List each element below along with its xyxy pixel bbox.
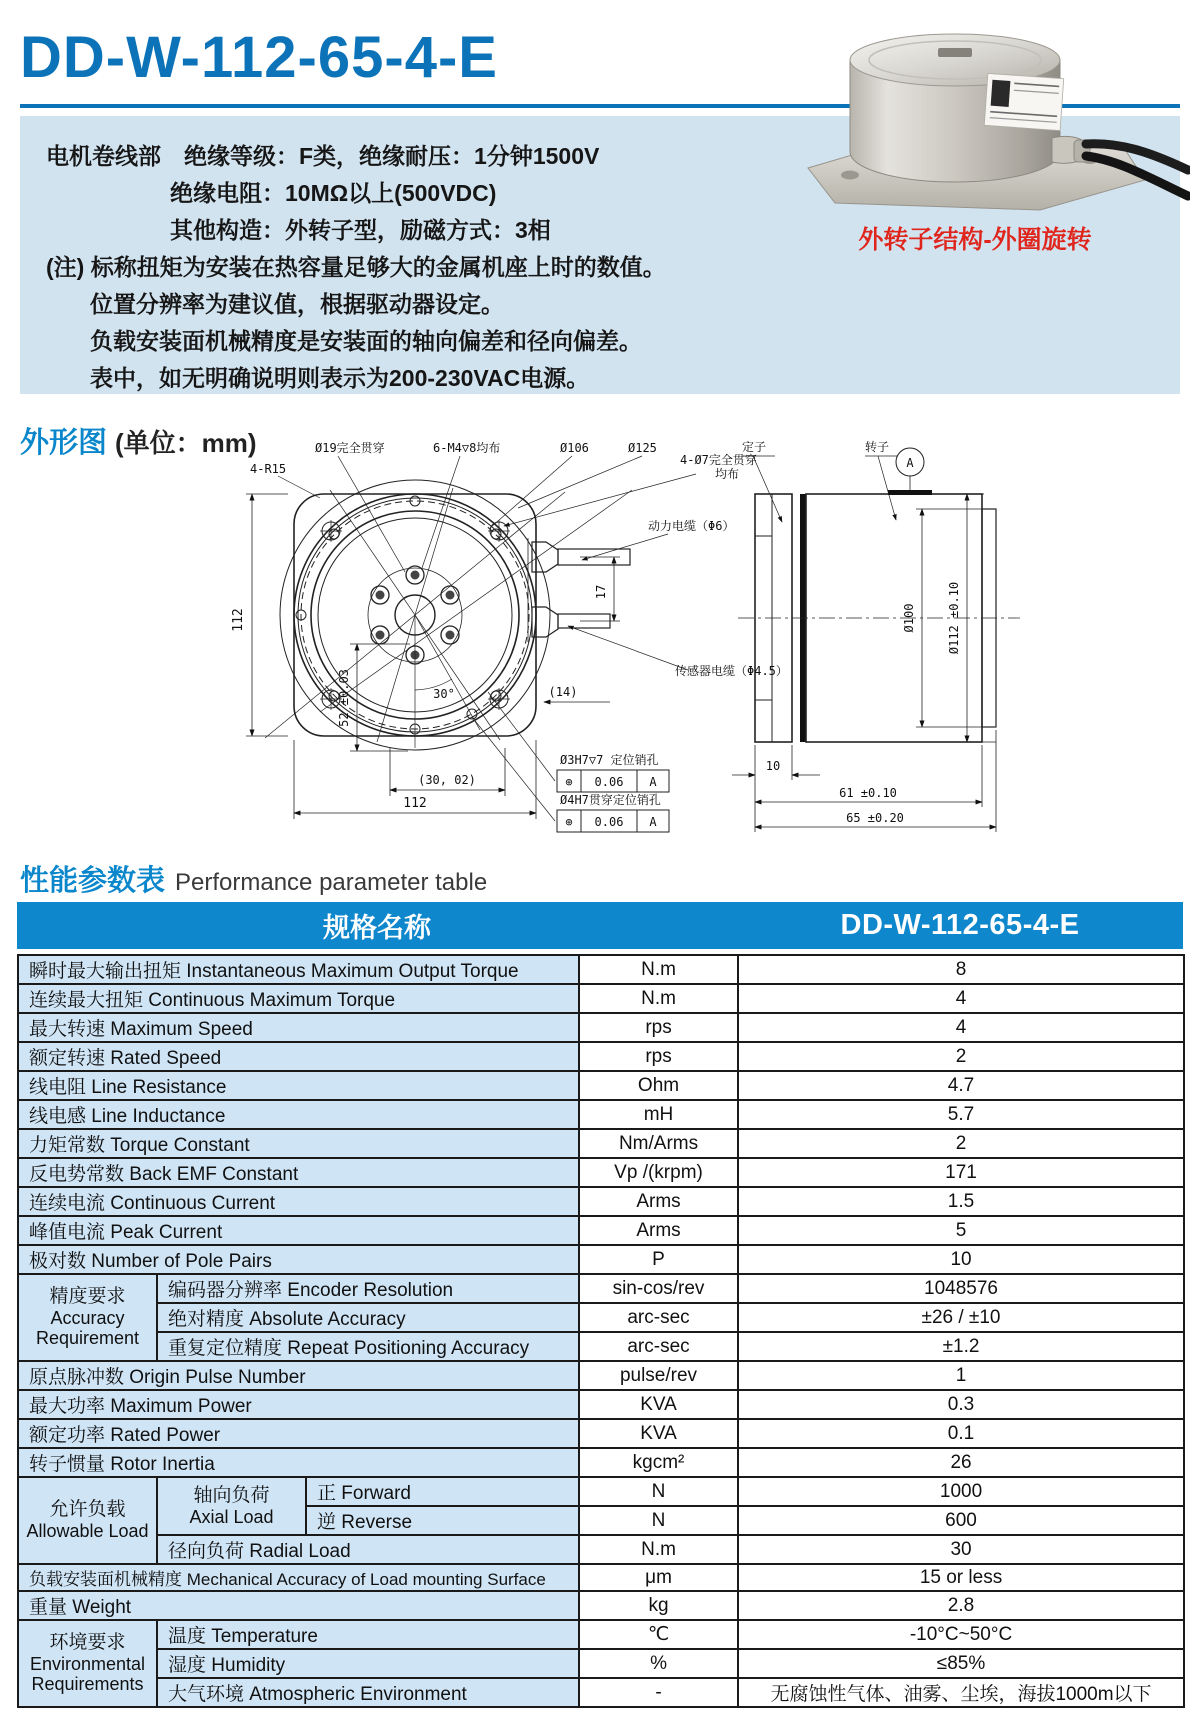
row-unit: μm	[579, 1564, 738, 1591]
svg-text:112: 112	[231, 608, 246, 632]
table-row	[18, 1620, 1184, 1649]
row-label: 逆 Reverse	[306, 1506, 579, 1535]
info-line: 电机卷线部 绝缘等级：F类，绝缘耐压：1分钟1500V	[46, 143, 600, 169]
table-title-zh: 性能参数表	[20, 865, 166, 897]
svg-text:65 ±0.20: 65 ±0.20	[846, 811, 904, 825]
table-row	[18, 1216, 1184, 1245]
row-value: 5.7	[738, 1100, 1184, 1129]
row-unit: Nm/Arms	[579, 1129, 738, 1158]
row-value: 171	[738, 1158, 1184, 1187]
row-unit: N.m	[579, 955, 738, 984]
svg-text:A: A	[649, 775, 657, 789]
row-value: -10°C~50°C	[738, 1620, 1184, 1649]
table-row	[18, 1535, 1184, 1564]
row-value: 5	[738, 1216, 1184, 1245]
row-label: 编码器分辨率 Encoder Resolution	[157, 1274, 579, 1303]
row-value: 无腐蚀性气体、油雾、尘埃，海拔1000m以下	[738, 1678, 1184, 1707]
row-label: 径向负荷 Radial Load	[157, 1535, 579, 1564]
svg-text:传感器电缆（Φ4.5）: 传感器电缆（Φ4.5）	[675, 664, 788, 678]
table-row	[18, 1071, 1184, 1100]
row-value: 4.7	[738, 1071, 1184, 1100]
info-line: (注) 标称扭矩为安装在热容量足够大的金属机座上时的数值。	[46, 254, 666, 280]
row-unit: Arms	[579, 1187, 738, 1216]
svg-text:Ø125: Ø125	[628, 441, 657, 455]
row-unit: N	[579, 1506, 738, 1535]
svg-text:10: 10	[765, 759, 781, 773]
table-row	[18, 1564, 1184, 1591]
info-line: 表中，如无明确说明则表示为200-230VAC电源。	[90, 365, 590, 391]
group-axial-load: 轴向负荷 Axial Load	[157, 1477, 306, 1535]
row-value: 0.3	[738, 1390, 1184, 1419]
table-row	[18, 1274, 1184, 1303]
dim-3002	[390, 748, 505, 796]
svg-text:6-M4▽8均布: 6-M4▽8均布	[433, 441, 501, 455]
svg-text:(14): (14)	[548, 685, 578, 699]
table-row	[18, 1303, 1184, 1332]
svg-text:Ø100: Ø100	[902, 603, 916, 633]
row-unit: KVA	[579, 1390, 738, 1419]
row-label: 湿度 Humidity	[157, 1649, 579, 1678]
row-unit: rps	[579, 1013, 738, 1042]
table-row	[18, 1187, 1184, 1216]
svg-text:0.06: 0.06	[594, 815, 624, 829]
row-value: 15 or less	[738, 1564, 1184, 1591]
svg-text:均布: 均布	[715, 467, 740, 481]
svg-text:0.06: 0.06	[594, 775, 624, 789]
row-unit: arc-sec	[579, 1303, 738, 1332]
info-line: 其他构造：外转子型，励磁方式：3相	[170, 217, 551, 243]
row-value: 1.5	[738, 1187, 1184, 1216]
row-unit: KVA	[579, 1419, 738, 1448]
group-allowable-load: 允许负载 Allowable Load	[18, 1477, 157, 1564]
row-label: 重复定位精度 Repeat Positioning Accuracy	[157, 1332, 579, 1361]
dim-112-left	[246, 494, 288, 736]
row-value: 1	[738, 1361, 1184, 1390]
row-label: 负载安装面机械精度 Mechanical Accuracy of Load mounting Surface	[18, 1564, 579, 1591]
row-value: 10	[738, 1245, 1184, 1274]
info-line: 位置分辨率为建议值，根据驱动器设定。	[90, 291, 504, 317]
table-row	[18, 955, 1184, 984]
group-accuracy-requirement: 精度要求 Accuracy Requirement	[18, 1274, 157, 1361]
table-row	[18, 1591, 1184, 1620]
table-row	[18, 1129, 1184, 1158]
photo-caption: 外转子结构-外圈旋转	[858, 226, 1092, 254]
svg-text:Ø106: Ø106	[560, 441, 589, 455]
table-row	[18, 1245, 1184, 1274]
table-row	[18, 1390, 1184, 1419]
row-label: 最大转速 Maximum Speed	[18, 1013, 579, 1042]
info-line: 负载安装面机械精度是安装面的轴向偏差和径向偏差。	[90, 328, 642, 354]
svg-text:⊕: ⊕	[565, 775, 573, 789]
svg-text:(30, 02): (30, 02)	[418, 773, 476, 787]
side-view	[732, 448, 1020, 832]
row-unit: rps	[579, 1042, 738, 1071]
row-label: 额定转速 Rated Speed	[18, 1042, 579, 1071]
cable-glands	[528, 538, 630, 642]
row-value: ≤85%	[738, 1649, 1184, 1678]
svg-text:定子: 定子	[742, 440, 767, 454]
row-label: 转子惯量 Rotor Inertia	[18, 1448, 579, 1477]
row-label: 重量 Weight	[18, 1591, 579, 1620]
row-value: 2	[738, 1042, 1184, 1071]
page-title: DD-W-112-65-4-E	[20, 25, 498, 90]
row-unit: Ohm	[579, 1071, 738, 1100]
table-row	[18, 1158, 1184, 1187]
table-row	[18, 984, 1184, 1013]
row-unit: sin-cos/rev	[579, 1274, 738, 1303]
row-unit: kgcm²	[579, 1448, 738, 1477]
svg-text:A: A	[649, 815, 657, 829]
row-unit: arc-sec	[579, 1332, 738, 1361]
table-row	[18, 1013, 1184, 1042]
row-label: 极对数 Number of Pole Pairs	[18, 1245, 579, 1274]
row-value: ±1.2	[738, 1332, 1184, 1361]
table-row	[18, 1332, 1184, 1361]
table-row	[18, 1419, 1184, 1448]
svg-text:52 ±0.03: 52 ±0.03	[337, 669, 351, 727]
table-title-en: Performance parameter table	[175, 869, 488, 896]
svg-text:112: 112	[403, 796, 427, 811]
row-value: 2	[738, 1129, 1184, 1158]
svg-text:61 ±0.10: 61 ±0.10	[839, 786, 897, 800]
row-unit: Arms	[579, 1216, 738, 1245]
product-photo	[790, 10, 1190, 215]
table-row	[18, 1042, 1184, 1071]
row-label: 绝对精度 Absolute Accuracy	[157, 1303, 579, 1332]
svg-text:4-Ø7完全贯穿: 4-Ø7完全贯穿	[680, 453, 757, 467]
row-unit: N.m	[579, 1535, 738, 1564]
row-label: 力矩常数 Torque Constant	[18, 1129, 579, 1158]
row-unit: pulse/rev	[579, 1361, 738, 1390]
header-spec-name: 规格名称	[323, 913, 431, 943]
row-value: 4	[738, 984, 1184, 1013]
svg-text:Ø19完全贯穿: Ø19完全贯穿	[315, 441, 385, 455]
svg-text:转子: 转子	[865, 440, 890, 454]
row-value: 8	[738, 955, 1184, 984]
row-unit: kg	[579, 1591, 738, 1620]
row-unit: -	[579, 1678, 738, 1707]
row-value: 4	[738, 1013, 1184, 1042]
row-unit: P	[579, 1245, 738, 1274]
svg-text:动力电缆（Φ6）: 动力电缆（Φ6）	[648, 519, 735, 533]
row-label: 温度 Temperature	[157, 1620, 579, 1649]
table-header-row	[17, 902, 1183, 949]
table-row	[18, 1678, 1184, 1707]
row-unit: N.m	[579, 984, 738, 1013]
svg-text:17: 17	[594, 584, 608, 600]
row-value: 0.1	[738, 1419, 1184, 1448]
row-unit: Vp /(krpm)	[579, 1158, 738, 1187]
info-line: 绝缘电阻：10MΩ以上(500VDC)	[170, 180, 497, 206]
row-label: 原点脉冲数 Origin Pulse Number	[18, 1361, 579, 1390]
row-value: 2.8	[738, 1591, 1184, 1620]
svg-text:4-R15: 4-R15	[250, 462, 287, 476]
outline-drawing	[20, 430, 1180, 842]
row-value: 30	[738, 1535, 1184, 1564]
table-row	[18, 1361, 1184, 1390]
row-label: 最大功率 Maximum Power	[18, 1390, 579, 1419]
row-label: 线电阻 Line Resistance	[18, 1071, 579, 1100]
gdt-callout-1	[488, 692, 669, 792]
row-label: 额定功率 Rated Power	[18, 1419, 579, 1448]
row-value: 26	[738, 1448, 1184, 1477]
svg-text:⊕: ⊕	[565, 815, 573, 829]
row-unit: N	[579, 1477, 738, 1506]
row-label: 正 Forward	[306, 1477, 579, 1506]
svg-text:Ø112 ±0.10: Ø112 ±0.10	[947, 581, 961, 655]
table-row	[18, 1477, 1184, 1506]
row-label: 大气环境 Atmospheric Environment	[157, 1678, 579, 1707]
row-unit: ℃	[579, 1620, 738, 1649]
row-label: 反电势常数 Back EMF Constant	[18, 1158, 579, 1187]
row-value: 600	[738, 1506, 1184, 1535]
row-label: 连续电流 Continuous Current	[18, 1187, 579, 1216]
table-row	[18, 1100, 1184, 1129]
row-label: 瞬时最大输出扭矩 Instantaneous Maximum Output Torque	[18, 955, 579, 984]
table-row	[18, 1649, 1184, 1678]
row-unit: %	[579, 1649, 738, 1678]
product-label-sticker	[984, 73, 1063, 130]
row-value: 1000	[738, 1477, 1184, 1506]
svg-text:A: A	[906, 456, 914, 470]
table-section-header	[20, 858, 487, 899]
svg-text:Ø4H7贯穿定位销孔: Ø4H7贯穿定位销孔	[560, 793, 661, 807]
table-row	[18, 1448, 1184, 1477]
outline-title-zh: 外形图	[20, 427, 108, 459]
header-model-name: DD-W-112-65-4-E	[840, 909, 1080, 941]
performance-parameter-table	[17, 954, 1185, 1708]
outline-title-unit: (单位：mm)	[115, 428, 257, 458]
row-value: 1048576	[738, 1274, 1184, 1303]
row-label: 峰值电流 Peak Current	[18, 1216, 579, 1245]
row-value: ±26 / ±10	[738, 1303, 1184, 1332]
svg-text:30°: 30°	[433, 687, 455, 701]
group-environmental-requirements: 环境要求 Environmental Requirements	[18, 1620, 157, 1707]
svg-text:Ø3H7▽7 定位销孔: Ø3H7▽7 定位销孔	[560, 753, 659, 767]
row-label: 连续最大扭矩 Continuous Maximum Torque	[18, 984, 579, 1013]
row-unit: mH	[579, 1100, 738, 1129]
row-label: 线电感 Line Inductance	[18, 1100, 579, 1129]
